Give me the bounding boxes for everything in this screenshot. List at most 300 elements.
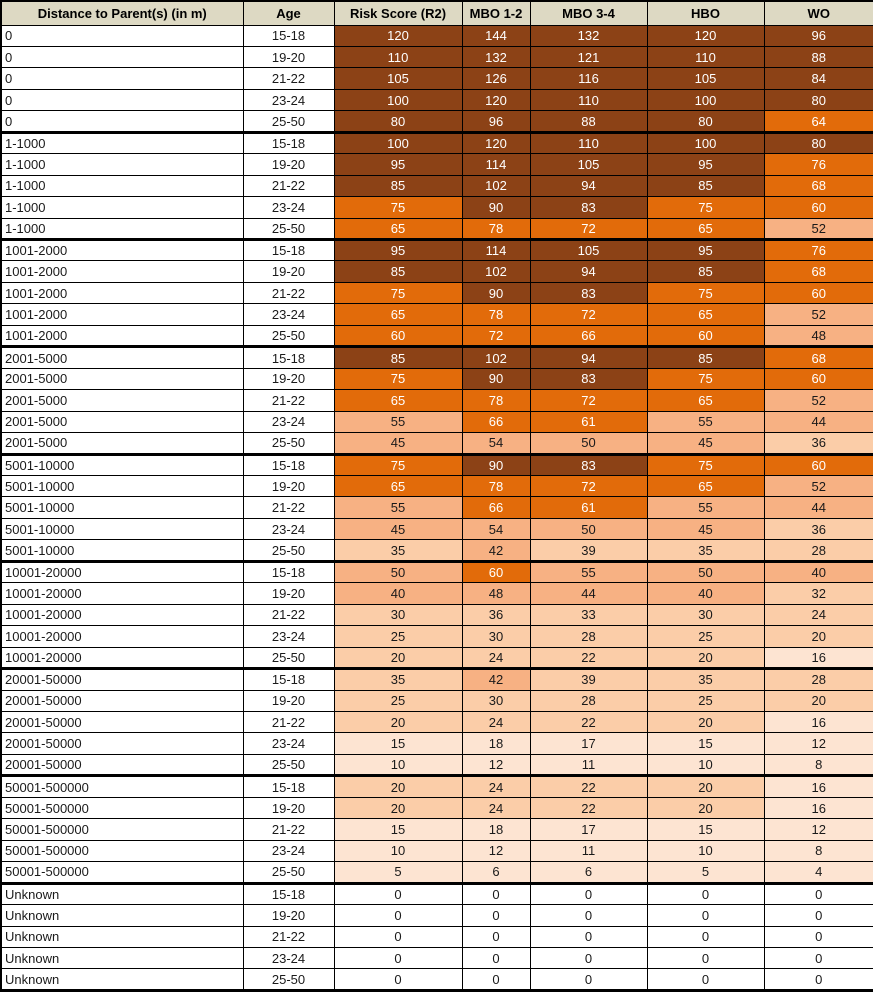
age-cell[interactable]: 23-24	[243, 89, 334, 110]
mbo-3-4-cell[interactable]: 0	[530, 905, 647, 926]
distance-cell[interactable]: 1001-2000	[1, 261, 243, 282]
mbo-1-2-cell[interactable]: 132	[462, 46, 530, 67]
mbo-1-2-cell[interactable]: 0	[462, 905, 530, 926]
hbo-cell[interactable]: 20	[647, 797, 764, 818]
hbo-cell[interactable]: 65	[647, 390, 764, 411]
distance-cell[interactable]: 1-1000	[1, 154, 243, 175]
hbo-cell[interactable]: 0	[647, 905, 764, 926]
mbo-1-2-cell[interactable]: 6	[462, 862, 530, 883]
distance-cell[interactable]: 2001-5000	[1, 411, 243, 432]
mbo-1-2-cell[interactable]: 120	[462, 132, 530, 153]
mbo-3-4-cell[interactable]: 17	[530, 819, 647, 840]
distance-cell[interactable]: 50001-500000	[1, 776, 243, 797]
mbo-1-2-cell[interactable]: 120	[462, 89, 530, 110]
mbo-1-2-cell[interactable]: 126	[462, 68, 530, 89]
age-cell[interactable]: 25-50	[243, 218, 334, 239]
risk-score-cell[interactable]: 25	[334, 690, 462, 711]
distance-cell[interactable]: 0	[1, 68, 243, 89]
hbo-cell[interactable]: 45	[647, 518, 764, 539]
risk-score-cell[interactable]: 75	[334, 454, 462, 475]
hbo-cell[interactable]: 20	[647, 776, 764, 797]
mbo-3-4-cell[interactable]: 61	[530, 497, 647, 518]
risk-score-cell[interactable]: 15	[334, 733, 462, 754]
age-cell[interactable]: 21-22	[243, 712, 334, 733]
mbo-3-4-cell[interactable]: 88	[530, 111, 647, 132]
distance-cell[interactable]: 10001-20000	[1, 583, 243, 604]
age-cell[interactable]: 21-22	[243, 497, 334, 518]
distance-cell[interactable]: 0	[1, 46, 243, 67]
mbo-1-2-cell[interactable]: 78	[462, 304, 530, 325]
risk-score-cell[interactable]: 20	[334, 647, 462, 668]
hbo-cell[interactable]: 110	[647, 46, 764, 67]
distance-cell[interactable]: 5001-10000	[1, 497, 243, 518]
wo-cell[interactable]: 12	[764, 733, 873, 754]
mbo-1-2-cell[interactable]: 90	[462, 454, 530, 475]
header-mbo-1-2[interactable]: MBO 1-2	[462, 1, 530, 25]
hbo-cell[interactable]: 55	[647, 497, 764, 518]
wo-cell[interactable]: 8	[764, 754, 873, 775]
risk-score-cell[interactable]: 25	[334, 626, 462, 647]
mbo-1-2-cell[interactable]: 42	[462, 540, 530, 561]
wo-cell[interactable]: 20	[764, 626, 873, 647]
age-cell[interactable]: 23-24	[243, 197, 334, 218]
mbo-3-4-cell[interactable]: 66	[530, 325, 647, 346]
mbo-1-2-cell[interactable]: 0	[462, 883, 530, 904]
wo-cell[interactable]: 44	[764, 411, 873, 432]
mbo-1-2-cell[interactable]: 102	[462, 175, 530, 196]
distance-cell[interactable]: 50001-500000	[1, 840, 243, 861]
wo-cell[interactable]: 0	[764, 926, 873, 947]
header-mbo-3-4[interactable]: MBO 3-4	[530, 1, 647, 25]
distance-cell[interactable]: 20001-50000	[1, 690, 243, 711]
wo-cell[interactable]: 76	[764, 154, 873, 175]
hbo-cell[interactable]: 100	[647, 89, 764, 110]
risk-score-cell[interactable]: 65	[334, 304, 462, 325]
mbo-3-4-cell[interactable]: 22	[530, 797, 647, 818]
mbo-1-2-cell[interactable]: 102	[462, 347, 530, 368]
age-cell[interactable]: 25-50	[243, 111, 334, 132]
mbo-1-2-cell[interactable]: 36	[462, 604, 530, 625]
mbo-3-4-cell[interactable]: 61	[530, 411, 647, 432]
mbo-3-4-cell[interactable]: 121	[530, 46, 647, 67]
risk-score-cell[interactable]: 50	[334, 561, 462, 582]
hbo-cell[interactable]: 95	[647, 154, 764, 175]
risk-score-cell[interactable]: 45	[334, 433, 462, 454]
mbo-1-2-cell[interactable]: 24	[462, 797, 530, 818]
hbo-cell[interactable]: 45	[647, 433, 764, 454]
distance-cell[interactable]: 50001-500000	[1, 819, 243, 840]
mbo-3-4-cell[interactable]: 11	[530, 754, 647, 775]
distance-cell[interactable]: 5001-10000	[1, 518, 243, 539]
hbo-cell[interactable]: 0	[647, 947, 764, 968]
risk-score-cell[interactable]: 40	[334, 583, 462, 604]
mbo-1-2-cell[interactable]: 12	[462, 840, 530, 861]
distance-cell[interactable]: 20001-50000	[1, 669, 243, 690]
age-cell[interactable]: 19-20	[243, 261, 334, 282]
wo-cell[interactable]: 60	[764, 197, 873, 218]
wo-cell[interactable]: 16	[764, 776, 873, 797]
wo-cell[interactable]: 0	[764, 969, 873, 991]
age-cell[interactable]: 25-50	[243, 433, 334, 454]
age-cell[interactable]: 23-24	[243, 626, 334, 647]
hbo-cell[interactable]: 100	[647, 132, 764, 153]
mbo-1-2-cell[interactable]: 102	[462, 261, 530, 282]
mbo-3-4-cell[interactable]: 55	[530, 561, 647, 582]
distance-cell[interactable]: 5001-10000	[1, 454, 243, 475]
mbo-3-4-cell[interactable]: 50	[530, 518, 647, 539]
mbo-1-2-cell[interactable]: 24	[462, 712, 530, 733]
distance-cell[interactable]: 1001-2000	[1, 282, 243, 303]
risk-score-cell[interactable]: 10	[334, 840, 462, 861]
hbo-cell[interactable]: 55	[647, 411, 764, 432]
distance-cell[interactable]: 1001-2000	[1, 240, 243, 261]
hbo-cell[interactable]: 5	[647, 862, 764, 883]
age-cell[interactable]: 21-22	[243, 68, 334, 89]
distance-cell[interactable]: 5001-10000	[1, 540, 243, 561]
distance-cell[interactable]: 20001-50000	[1, 733, 243, 754]
mbo-3-4-cell[interactable]: 0	[530, 947, 647, 968]
age-cell[interactable]: 21-22	[243, 282, 334, 303]
mbo-1-2-cell[interactable]: 78	[462, 390, 530, 411]
mbo-3-4-cell[interactable]: 83	[530, 368, 647, 389]
header-hbo[interactable]: HBO	[647, 1, 764, 25]
header-distance[interactable]: Distance to Parent(s) (in m)	[1, 1, 243, 25]
age-cell[interactable]: 23-24	[243, 304, 334, 325]
mbo-3-4-cell[interactable]: 94	[530, 261, 647, 282]
hbo-cell[interactable]: 85	[647, 347, 764, 368]
mbo-3-4-cell[interactable]: 72	[530, 476, 647, 497]
wo-cell[interactable]: 52	[764, 476, 873, 497]
mbo-3-4-cell[interactable]: 22	[530, 776, 647, 797]
risk-score-cell[interactable]: 110	[334, 46, 462, 67]
risk-score-cell[interactable]: 35	[334, 540, 462, 561]
risk-score-cell[interactable]: 75	[334, 368, 462, 389]
wo-cell[interactable]: 0	[764, 947, 873, 968]
age-cell[interactable]: 21-22	[243, 819, 334, 840]
age-cell[interactable]: 21-22	[243, 926, 334, 947]
mbo-1-2-cell[interactable]: 30	[462, 626, 530, 647]
mbo-3-4-cell[interactable]: 72	[530, 304, 647, 325]
hbo-cell[interactable]: 120	[647, 25, 764, 46]
wo-cell[interactable]: 28	[764, 669, 873, 690]
mbo-1-2-cell[interactable]: 0	[462, 947, 530, 968]
wo-cell[interactable]: 0	[764, 883, 873, 904]
risk-score-cell[interactable]: 0	[334, 883, 462, 904]
mbo-3-4-cell[interactable]: 0	[530, 969, 647, 991]
wo-cell[interactable]: 68	[764, 175, 873, 196]
header-risk-score[interactable]: Risk Score (R2)	[334, 1, 462, 25]
wo-cell[interactable]: 0	[764, 905, 873, 926]
risk-score-cell[interactable]: 105	[334, 68, 462, 89]
mbo-3-4-cell[interactable]: 72	[530, 390, 647, 411]
mbo-3-4-cell[interactable]: 72	[530, 218, 647, 239]
mbo-3-4-cell[interactable]: 83	[530, 454, 647, 475]
mbo-1-2-cell[interactable]: 90	[462, 282, 530, 303]
mbo-3-4-cell[interactable]: 94	[530, 347, 647, 368]
mbo-3-4-cell[interactable]: 6	[530, 862, 647, 883]
wo-cell[interactable]: 52	[764, 218, 873, 239]
risk-score-cell[interactable]: 95	[334, 154, 462, 175]
risk-score-cell[interactable]: 65	[334, 218, 462, 239]
wo-cell[interactable]: 16	[764, 647, 873, 668]
hbo-cell[interactable]: 65	[647, 304, 764, 325]
age-cell[interactable]: 19-20	[243, 476, 334, 497]
age-cell[interactable]: 21-22	[243, 175, 334, 196]
distance-cell[interactable]: 1001-2000	[1, 304, 243, 325]
age-cell[interactable]: 19-20	[243, 583, 334, 604]
wo-cell[interactable]: 8	[764, 840, 873, 861]
age-cell[interactable]: 15-18	[243, 776, 334, 797]
mbo-3-4-cell[interactable]: 33	[530, 604, 647, 625]
mbo-3-4-cell[interactable]: 11	[530, 840, 647, 861]
distance-cell[interactable]: 1-1000	[1, 175, 243, 196]
hbo-cell[interactable]: 0	[647, 969, 764, 991]
age-cell[interactable]: 19-20	[243, 368, 334, 389]
risk-score-cell[interactable]: 55	[334, 497, 462, 518]
wo-cell[interactable]: 60	[764, 282, 873, 303]
distance-cell[interactable]: Unknown	[1, 905, 243, 926]
age-cell[interactable]: 15-18	[243, 132, 334, 153]
mbo-3-4-cell[interactable]: 22	[530, 712, 647, 733]
distance-cell[interactable]: 5001-10000	[1, 476, 243, 497]
wo-cell[interactable]: 36	[764, 433, 873, 454]
hbo-cell[interactable]: 30	[647, 604, 764, 625]
mbo-1-2-cell[interactable]: 54	[462, 518, 530, 539]
distance-cell[interactable]: 2001-5000	[1, 368, 243, 389]
age-cell[interactable]: 25-50	[243, 862, 334, 883]
hbo-cell[interactable]: 95	[647, 240, 764, 261]
distance-cell[interactable]: 50001-500000	[1, 862, 243, 883]
mbo-1-2-cell[interactable]: 90	[462, 197, 530, 218]
risk-score-cell[interactable]: 0	[334, 969, 462, 991]
age-cell[interactable]: 15-18	[243, 347, 334, 368]
wo-cell[interactable]: 4	[764, 862, 873, 883]
mbo-1-2-cell[interactable]: 90	[462, 368, 530, 389]
hbo-cell[interactable]: 10	[647, 840, 764, 861]
hbo-cell[interactable]: 20	[647, 647, 764, 668]
mbo-3-4-cell[interactable]: 83	[530, 197, 647, 218]
distance-cell[interactable]: 1001-2000	[1, 325, 243, 346]
hbo-cell[interactable]: 35	[647, 669, 764, 690]
wo-cell[interactable]: 68	[764, 261, 873, 282]
mbo-1-2-cell[interactable]: 54	[462, 433, 530, 454]
risk-score-cell[interactable]: 85	[334, 175, 462, 196]
wo-cell[interactable]: 64	[764, 111, 873, 132]
hbo-cell[interactable]: 75	[647, 454, 764, 475]
hbo-cell[interactable]: 85	[647, 261, 764, 282]
distance-cell[interactable]: 10001-20000	[1, 647, 243, 668]
mbo-1-2-cell[interactable]: 66	[462, 497, 530, 518]
age-cell[interactable]: 25-50	[243, 540, 334, 561]
mbo-1-2-cell[interactable]: 0	[462, 926, 530, 947]
hbo-cell[interactable]: 75	[647, 282, 764, 303]
risk-score-cell[interactable]: 35	[334, 669, 462, 690]
mbo-1-2-cell[interactable]: 42	[462, 669, 530, 690]
distance-cell[interactable]: 1-1000	[1, 218, 243, 239]
mbo-3-4-cell[interactable]: 105	[530, 154, 647, 175]
distance-cell[interactable]: 2001-5000	[1, 390, 243, 411]
wo-cell[interactable]: 24	[764, 604, 873, 625]
distance-cell[interactable]: 1-1000	[1, 132, 243, 153]
hbo-cell[interactable]: 25	[647, 690, 764, 711]
mbo-1-2-cell[interactable]: 60	[462, 561, 530, 582]
age-cell[interactable]: 19-20	[243, 154, 334, 175]
age-cell[interactable]: 21-22	[243, 390, 334, 411]
mbo-3-4-cell[interactable]: 39	[530, 540, 647, 561]
wo-cell[interactable]: 76	[764, 240, 873, 261]
mbo-1-2-cell[interactable]: 18	[462, 733, 530, 754]
risk-score-cell[interactable]: 85	[334, 261, 462, 282]
distance-cell[interactable]: Unknown	[1, 883, 243, 904]
age-cell[interactable]: 23-24	[243, 840, 334, 861]
risk-score-cell[interactable]: 30	[334, 604, 462, 625]
age-cell[interactable]: 15-18	[243, 883, 334, 904]
wo-cell[interactable]: 60	[764, 368, 873, 389]
wo-cell[interactable]: 32	[764, 583, 873, 604]
age-cell[interactable]: 19-20	[243, 46, 334, 67]
distance-cell[interactable]: 10001-20000	[1, 561, 243, 582]
mbo-3-4-cell[interactable]: 28	[530, 690, 647, 711]
age-cell[interactable]: 23-24	[243, 518, 334, 539]
age-cell[interactable]: 21-22	[243, 604, 334, 625]
risk-score-cell[interactable]: 100	[334, 89, 462, 110]
hbo-cell[interactable]: 35	[647, 540, 764, 561]
wo-cell[interactable]: 20	[764, 690, 873, 711]
header-wo[interactable]: WO	[764, 1, 873, 25]
distance-cell[interactable]: 0	[1, 25, 243, 46]
distance-cell[interactable]: Unknown	[1, 969, 243, 991]
hbo-cell[interactable]: 85	[647, 175, 764, 196]
distance-cell[interactable]: 2001-5000	[1, 347, 243, 368]
wo-cell[interactable]: 44	[764, 497, 873, 518]
hbo-cell[interactable]: 15	[647, 819, 764, 840]
wo-cell[interactable]: 48	[764, 325, 873, 346]
mbo-3-4-cell[interactable]: 110	[530, 89, 647, 110]
age-cell[interactable]: 25-50	[243, 754, 334, 775]
distance-cell[interactable]: 50001-500000	[1, 797, 243, 818]
risk-score-cell[interactable]: 120	[334, 25, 462, 46]
mbo-1-2-cell[interactable]: 78	[462, 476, 530, 497]
risk-score-cell[interactable]: 10	[334, 754, 462, 775]
mbo-3-4-cell[interactable]: 105	[530, 240, 647, 261]
hbo-cell[interactable]: 75	[647, 197, 764, 218]
wo-cell[interactable]: 16	[764, 712, 873, 733]
mbo-1-2-cell[interactable]: 24	[462, 776, 530, 797]
distance-cell[interactable]: 0	[1, 111, 243, 132]
age-cell[interactable]: 19-20	[243, 797, 334, 818]
mbo-1-2-cell[interactable]: 30	[462, 690, 530, 711]
distance-cell[interactable]: 10001-20000	[1, 604, 243, 625]
mbo-1-2-cell[interactable]: 114	[462, 240, 530, 261]
mbo-3-4-cell[interactable]: 132	[530, 25, 647, 46]
mbo-1-2-cell[interactable]: 144	[462, 25, 530, 46]
age-cell[interactable]: 15-18	[243, 25, 334, 46]
mbo-3-4-cell[interactable]: 17	[530, 733, 647, 754]
age-cell[interactable]: 15-18	[243, 561, 334, 582]
wo-cell[interactable]: 52	[764, 390, 873, 411]
wo-cell[interactable]: 88	[764, 46, 873, 67]
mbo-3-4-cell[interactable]: 94	[530, 175, 647, 196]
risk-score-cell[interactable]: 60	[334, 325, 462, 346]
hbo-cell[interactable]: 25	[647, 626, 764, 647]
risk-score-cell[interactable]: 5	[334, 862, 462, 883]
mbo-1-2-cell[interactable]: 24	[462, 647, 530, 668]
wo-cell[interactable]: 52	[764, 304, 873, 325]
distance-cell[interactable]: 2001-5000	[1, 433, 243, 454]
risk-score-cell[interactable]: 45	[334, 518, 462, 539]
mbo-3-4-cell[interactable]: 50	[530, 433, 647, 454]
age-cell[interactable]: 15-18	[243, 240, 334, 261]
mbo-3-4-cell[interactable]: 0	[530, 926, 647, 947]
mbo-1-2-cell[interactable]: 48	[462, 583, 530, 604]
hbo-cell[interactable]: 0	[647, 926, 764, 947]
wo-cell[interactable]: 80	[764, 132, 873, 153]
mbo-3-4-cell[interactable]: 44	[530, 583, 647, 604]
hbo-cell[interactable]: 65	[647, 218, 764, 239]
mbo-1-2-cell[interactable]: 114	[462, 154, 530, 175]
hbo-cell[interactable]: 0	[647, 883, 764, 904]
wo-cell[interactable]: 28	[764, 540, 873, 561]
age-cell[interactable]: 19-20	[243, 690, 334, 711]
distance-cell[interactable]: Unknown	[1, 947, 243, 968]
risk-score-cell[interactable]: 65	[334, 476, 462, 497]
age-cell[interactable]: 23-24	[243, 411, 334, 432]
wo-cell[interactable]: 40	[764, 561, 873, 582]
risk-score-cell[interactable]: 20	[334, 797, 462, 818]
mbo-1-2-cell[interactable]: 0	[462, 969, 530, 991]
wo-cell[interactable]: 16	[764, 797, 873, 818]
mbo-1-2-cell[interactable]: 96	[462, 111, 530, 132]
mbo-3-4-cell[interactable]: 116	[530, 68, 647, 89]
mbo-1-2-cell[interactable]: 78	[462, 218, 530, 239]
wo-cell[interactable]: 12	[764, 819, 873, 840]
mbo-3-4-cell[interactable]: 22	[530, 647, 647, 668]
hbo-cell[interactable]: 20	[647, 712, 764, 733]
wo-cell[interactable]: 60	[764, 454, 873, 475]
age-cell[interactable]: 25-50	[243, 647, 334, 668]
hbo-cell[interactable]: 15	[647, 733, 764, 754]
hbo-cell[interactable]: 40	[647, 583, 764, 604]
distance-cell[interactable]: 1-1000	[1, 197, 243, 218]
mbo-1-2-cell[interactable]: 72	[462, 325, 530, 346]
hbo-cell[interactable]: 10	[647, 754, 764, 775]
mbo-1-2-cell[interactable]: 18	[462, 819, 530, 840]
mbo-3-4-cell[interactable]: 83	[530, 282, 647, 303]
wo-cell[interactable]: 80	[764, 89, 873, 110]
mbo-1-2-cell[interactable]: 12	[462, 754, 530, 775]
distance-cell[interactable]: 0	[1, 89, 243, 110]
age-cell[interactable]: 19-20	[243, 905, 334, 926]
risk-score-cell[interactable]: 80	[334, 111, 462, 132]
age-cell[interactable]: 23-24	[243, 947, 334, 968]
hbo-cell[interactable]: 60	[647, 325, 764, 346]
risk-score-cell[interactable]: 65	[334, 390, 462, 411]
age-cell[interactable]: 15-18	[243, 669, 334, 690]
risk-score-cell[interactable]: 55	[334, 411, 462, 432]
mbo-3-4-cell[interactable]: 28	[530, 626, 647, 647]
hbo-cell[interactable]: 75	[647, 368, 764, 389]
wo-cell[interactable]: 68	[764, 347, 873, 368]
risk-score-cell[interactable]: 75	[334, 197, 462, 218]
distance-cell[interactable]: Unknown	[1, 926, 243, 947]
distance-cell[interactable]: 20001-50000	[1, 754, 243, 775]
wo-cell[interactable]: 36	[764, 518, 873, 539]
distance-cell[interactable]: 10001-20000	[1, 626, 243, 647]
risk-score-cell[interactable]: 20	[334, 712, 462, 733]
age-cell[interactable]: 23-24	[243, 733, 334, 754]
risk-score-cell[interactable]: 100	[334, 132, 462, 153]
risk-score-cell[interactable]: 15	[334, 819, 462, 840]
